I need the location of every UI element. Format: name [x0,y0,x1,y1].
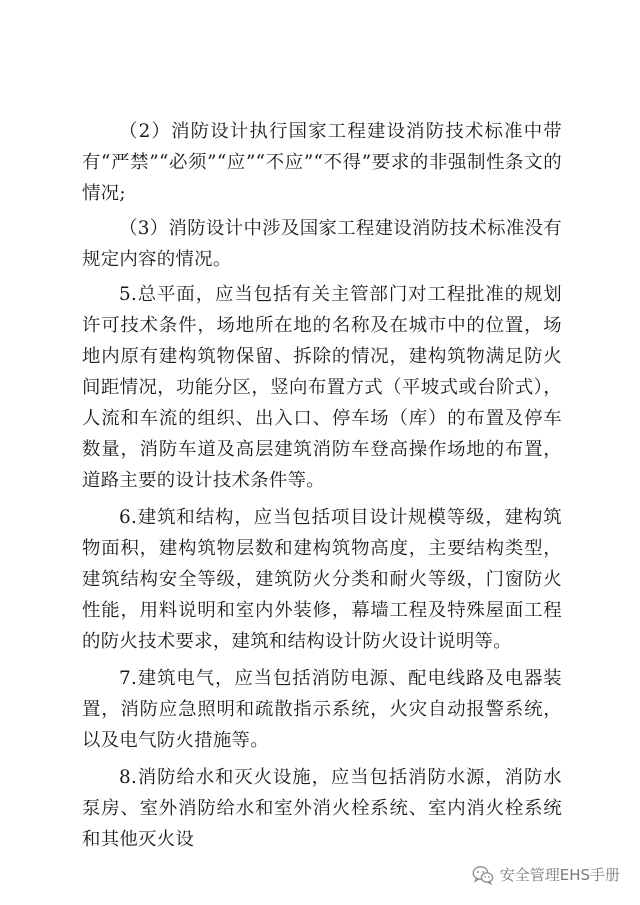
paragraph-item-2: （2）消防设计执行国家工程建设消防技术标准中带有“严禁”“必须”“应”“不应”“不得”要求的非强制性条文的情况; [82,121,562,204]
watermark-label: 安全管理EHS手册 [499,866,620,884]
paragraph-water-supply: 8.消防给水和灭火设施，应当包括消防水源，消防水泵房、室外消防给水和室外消火栓系统、室内消火栓系统和其他灭火设 [82,767,562,850]
document-body [82,116,562,861]
paragraph-item-3: （3）消防设计中涉及国家工程建设消防技术标准没有规定内容的情况。 [82,218,562,270]
paragraph-site-plan: 5.总平面，应当包括有关主管部门对工程批准的规划许可技术条件，场地所在地的名称及在城市中的位置，场地内原有建构筑物保留、拆除的情况，建构筑物满足防火间距情况，功能分区，竖向布置方式（平坡式或台阶式），人流和车流的组织、出入口、停车场（库）的布置及停车数量，消防车道及高层建筑消防车登高操作场地的布置，道路主要的设计技术条件等。 [82,284,562,491]
wechat-icon [472,865,494,885]
paragraph-architecture-structure: 6.建筑和结构，应当包括项目设计规模等级，建构筑物面积，建构筑物层数和建构筑物高度，主要结构类型，建筑结构安全等级，建筑防火分类和耐火等级，门窗防火性能，用料说明和室内外装修，幕墙工程及特殊屋面工程的防火技术要求，建筑和结构设计防火设计说明等。 [82,507,562,652]
watermark [472,864,620,885]
paragraph-electrical: 7.建筑电气，应当包括消防电源、配电线路及电器装置，消防应急照明和疏散指示系统，火灾自动报警系统，以及电气防火措施等。 [82,668,562,751]
